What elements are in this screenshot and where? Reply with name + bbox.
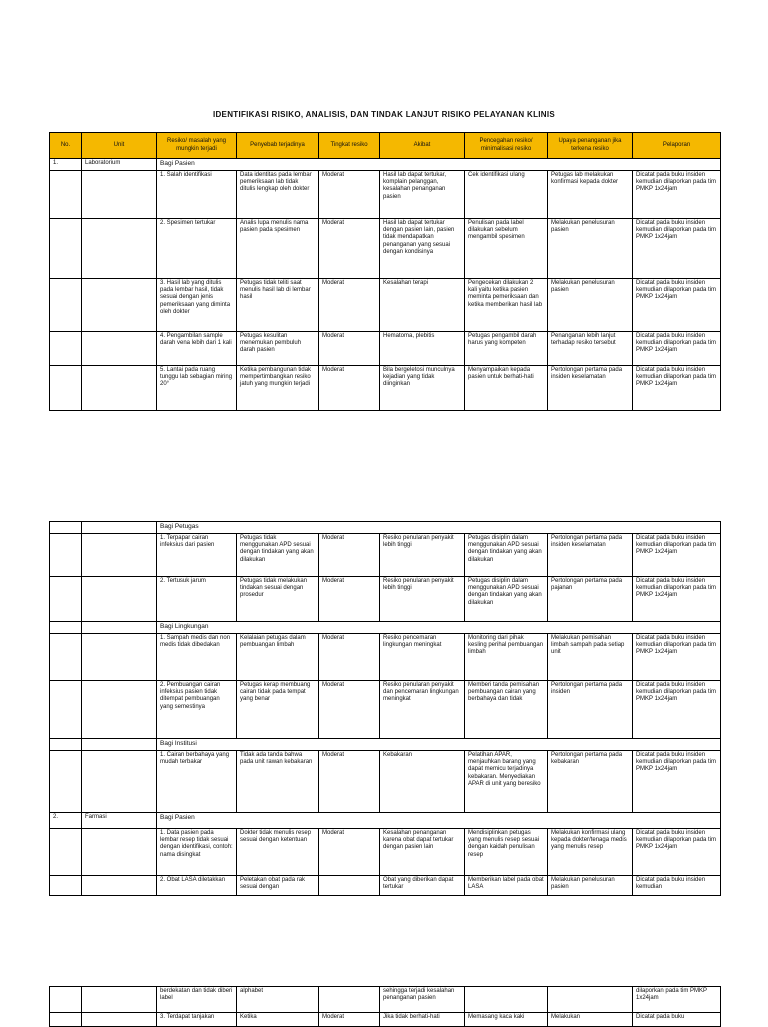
table-row	[50, 534, 721, 577]
empty-cell	[50, 534, 82, 577]
cause-cell: Dokter tidak menulis resep sesuai dengan ketentuan	[237, 829, 319, 876]
empty-cell	[50, 366, 82, 411]
level-cell: Moderat	[319, 332, 380, 366]
level-cell: Moderat	[319, 171, 380, 219]
effect-cell: Obat yang diberikan dapat tertukar	[380, 876, 465, 896]
empty-cell	[50, 634, 82, 681]
handling-cell: Melakukan penelusuran pasien	[548, 279, 633, 332]
section-label: Bagi Pasien	[157, 159, 721, 171]
handling-cell: Pertolongan pertama pada insiden keselamatan	[548, 534, 633, 577]
effect-cell: Hematoma, plebitis	[380, 332, 465, 366]
effect-cell: Kesalahan penanganan karena obat dapat tertukar dengan pasien lain	[380, 829, 465, 876]
reporting-cell: Dicatat pada buku insiden kemudian dilaporkan pada tim PMKP 1x24jam	[633, 171, 721, 219]
table-row	[50, 366, 721, 411]
reporting-cell: dilaporkan pada tim PMKP 1x24jam	[633, 987, 721, 1013]
reporting-cell: Dicatat pada buku	[633, 1013, 721, 1027]
section-row	[50, 813, 721, 829]
cause-cell: Analis lupa menulis nama pasien pada spesimen	[237, 219, 319, 279]
table-row	[50, 634, 721, 681]
cause-cell: Petugas tidak menggunakan APD sesuai dengan tindakan yang akan dilakukan	[237, 534, 319, 577]
table-row	[50, 577, 721, 622]
header-cause: Penyebab terjadinya	[237, 133, 319, 159]
table-row	[50, 829, 721, 876]
risk-cell: 1. Data pasien pada lembar resep tidak sesuai dengan identifikasi, contoh: nama disingkat	[157, 829, 237, 876]
effect-cell: sehingga terjadi kesalahan penanganan pasien	[380, 987, 465, 1013]
empty-cell	[50, 876, 82, 896]
empty-cell	[82, 829, 157, 876]
handling-cell: Melakukan penelusuran pasien	[548, 876, 633, 896]
table-row	[50, 876, 721, 896]
empty-cell	[82, 332, 157, 366]
risk-cell: berdekatan dan tidak diberi label	[157, 987, 237, 1013]
empty-cell	[82, 751, 157, 813]
prevention-cell: Penulisan pada label dilakukan sebelum mengambil spesimen	[465, 219, 548, 279]
row-number: 1.	[50, 159, 82, 171]
table-row	[50, 1013, 721, 1027]
empty-cell	[50, 577, 82, 622]
document-title: IDENTIFIKASI RISIKO, ANALISIS, DAN TINDAK LANJUT RISIKO PELAYANAN KLINIS	[212, 110, 556, 119]
section-label: Bagi Institusi	[157, 739, 721, 751]
handling-cell: Melakukan penelusuran pasien	[548, 219, 633, 279]
table-row	[50, 681, 721, 739]
section-label: Bagi Lingkungan	[157, 622, 721, 634]
level-cell: Moderat	[319, 279, 380, 332]
empty-cell	[82, 1013, 157, 1027]
empty-cell	[50, 332, 82, 366]
section-label: Bagi Pasien	[157, 813, 721, 829]
prevention-cell: Petugas disiplin dalam menggunakan APD sesuai dengan tindakan yang akan dilakukan	[465, 577, 548, 622]
prevention-cell	[465, 987, 548, 1013]
prevention-cell: Memberikan label pada obat LASA	[465, 876, 548, 896]
level-cell	[319, 876, 380, 896]
prevention-cell: Cek identifikasi ulang	[465, 171, 548, 219]
header-prevention: Pencegahan resiko/ minimalisasi resiko	[465, 133, 548, 159]
handling-cell: Melakukan konfirmasi ulang kepada dokter/tenaga medis yang menulis resep	[548, 829, 633, 876]
reporting-cell: Dicatat pada buku insiden kemudian dilaporkan pada tim PMKP 1x24jam	[633, 279, 721, 332]
effect-cell: Resiko penularan penyakit dan pencemaran lingkungan meningkat	[380, 681, 465, 739]
prevention-cell: Memberi tanda pemisahan pembuangan cairan yang berbahaya dan tidak	[465, 681, 548, 739]
risk-cell: 1. Terpapar cairan infeksius dari pasien	[157, 534, 237, 577]
reporting-cell: Dicatat pada buku insiden kemudian dilaporkan pada tim PMKP 1x24jam	[633, 534, 721, 577]
level-cell: Moderat	[319, 634, 380, 681]
reporting-cell: Dicatat pada buku insiden kemudian	[633, 876, 721, 896]
handling-cell	[548, 987, 633, 1013]
risk-cell: 2. Tertusuk jarum	[157, 577, 237, 622]
reporting-cell: Dicatat pada buku insiden kemudian dilaporkan pada tim PMKP 1x24jam	[633, 332, 721, 366]
section-row	[50, 159, 721, 171]
reporting-cell: Dicatat pada buku insiden kemudian dilaporkan pada tim PMKP 1x24jam	[633, 681, 721, 739]
risk-table-page-3	[49, 986, 721, 1027]
handling-cell: Pertolongan pertama pada insiden keselamatan	[548, 366, 633, 411]
empty-cell	[50, 219, 82, 279]
header-handling: Upaya penanganan jika terkena resiko	[548, 133, 633, 159]
table-row	[50, 332, 721, 366]
empty-cell	[82, 577, 157, 622]
effect-cell: Resiko pencemaran lingkungan meningkat	[380, 634, 465, 681]
header-unit: Unit	[82, 133, 157, 159]
empty-cell	[82, 279, 157, 332]
header-effect: Akibat	[380, 133, 465, 159]
section-label: Bagi Petugas	[157, 522, 721, 534]
level-cell: Moderat	[319, 577, 380, 622]
cause-cell: Petugas tidak melakukan tindakan sesuai dengan prosedur	[237, 577, 319, 622]
reporting-cell: Dicatat pada buku insiden kemudian dilaporkan pada tim PMKP 1x24jam	[633, 829, 721, 876]
handling-cell: Pertolongan pertama pada kebakaran	[548, 751, 633, 813]
empty-cell	[82, 522, 157, 534]
empty-cell	[82, 534, 157, 577]
reporting-cell: Dicatat pada buku insiden kemudian dilaporkan pada tim PMKP 1x24jam	[633, 751, 721, 813]
effect-cell: Resiko penularan penyakit lebih tinggi	[380, 577, 465, 622]
empty-cell	[50, 522, 82, 534]
prevention-cell: Memasang kaca kaki	[465, 1013, 548, 1027]
level-cell: Moderat	[319, 534, 380, 577]
reporting-cell: Dicatat pada buku insiden kemudian dilaporkan pada tim PMKP 1x24jam	[633, 366, 721, 411]
risk-cell: 1. Sampah medis dan non medis tidak dibedakan	[157, 634, 237, 681]
prevention-cell: Mendisiplinkan petugas yang menulis resep sesuai dengan kaidah penulisan resep	[465, 829, 548, 876]
risk-cell: 3. Hasil lab yang ditulis pada lembar hasil, tidak sesuai dengan jenis pemeriksaan yang diminta oleh dokter	[157, 279, 237, 332]
prevention-cell: Pengecekan dilakukan 2 kali yaitu ketika pasien meminta pemeriksaan dan ketika memberikan hasil lab	[465, 279, 548, 332]
empty-cell	[82, 987, 157, 1013]
risk-cell: 2. Obat LASA diletakkan	[157, 876, 237, 896]
risk-cell: 3. Terdapat tanjakan	[157, 1013, 237, 1027]
header-level: Tingkat resiko	[319, 133, 380, 159]
handling-cell: Penanganan lebih lanjut terhadap resiko tersebut	[548, 332, 633, 366]
effect-cell: Hasil lab dapat tertukar, komplain pelanggan, kesalahan penanganan pasien	[380, 171, 465, 219]
header-risk: Resiko/ masalah yang mungkin terjadi	[157, 133, 237, 159]
empty-cell	[50, 171, 82, 219]
header-reporting: Pelaporan	[633, 133, 721, 159]
section-row	[50, 622, 721, 634]
effect-cell: Kesalahan terapi	[380, 279, 465, 332]
handling-cell: Melakukan pemisahan limbah sampah pada setiap unit	[548, 634, 633, 681]
cause-cell: Tidak ada tanda bahwa pada unit rawan kebakaran	[237, 751, 319, 813]
empty-cell	[82, 681, 157, 739]
effect-cell: Hasil lab dapat tertukar dengan pasien lain, pasien tidak mendapatkan penanganan yang sesuai dengan kondisinya	[380, 219, 465, 279]
empty-cell	[82, 622, 157, 634]
cause-cell: Kelalaian petugas dalam pembuangan limbah	[237, 634, 319, 681]
effect-cell: Bila bergeletosi munculnya kejadian yang tidak diinginkan	[380, 366, 465, 411]
risk-cell: 4. Pengambilan sample darah vena lebih dari 1 kali	[157, 332, 237, 366]
empty-cell	[82, 171, 157, 219]
level-cell: Moderat	[319, 751, 380, 813]
table-row	[50, 219, 721, 279]
level-cell: Moderat	[319, 681, 380, 739]
cause-cell: Petugas tidak teliti saat menulis hasil lab di lembar hasil	[237, 279, 319, 332]
empty-cell	[50, 829, 82, 876]
table-row	[50, 987, 721, 1013]
level-cell: Moderat	[319, 366, 380, 411]
level-cell	[319, 987, 380, 1013]
risk-cell: 2. Pembuangan cairan infeksius pasien tidak ditempat pembuangan yang semestinya	[157, 681, 237, 739]
cause-cell: Peletakan obat pada rak sesuai dengan	[237, 876, 319, 896]
empty-cell	[82, 876, 157, 896]
risk-cell: 2. Spesimen tertukar	[157, 219, 237, 279]
risk-cell: 5. Lantai pada ruang tunggu lab sebagian miring 20°	[157, 366, 237, 411]
section-row	[50, 739, 721, 751]
cause-cell: Data identitas pada lembar pemeriksaan lab tidak ditulis lengkap oleh dokter	[237, 171, 319, 219]
table-header-row	[50, 133, 721, 159]
handling-cell: Petugas lab melakukan konfirmasi kepada dokter	[548, 171, 633, 219]
level-cell: Moderat	[319, 219, 380, 279]
empty-cell	[50, 751, 82, 813]
handling-cell: Pertolongan pertama pada pajanan	[548, 577, 633, 622]
effect-cell: Resiko penularan penyakit lebih tinggi	[380, 534, 465, 577]
empty-cell	[82, 634, 157, 681]
risk-table-page-1	[49, 132, 721, 411]
reporting-cell: Dicatat pada buku insiden kemudian dilaporkan pada tim PMKP 1x24jam	[633, 219, 721, 279]
prevention-cell: Petugas pengambil darah harus yang kompeten	[465, 332, 548, 366]
level-cell: Moderat	[319, 1013, 380, 1027]
section-row	[50, 522, 721, 534]
unit-name: Farmasi	[82, 813, 157, 829]
effect-cell: Kebakaran	[380, 751, 465, 813]
handling-cell: Melakukan	[548, 1013, 633, 1027]
cause-cell: Petugas kesulitan menemukan pembuluh darah pasien	[237, 332, 319, 366]
cause-cell: Petugas kerap membuang cairan tidak pada tempat yang benar	[237, 681, 319, 739]
header-no: No.	[50, 133, 82, 159]
risk-cell: 1. Cairan berbahaya yang mudah terbakar	[157, 751, 237, 813]
prevention-cell: Menyampaikan kepada pasien untuk berhati-hati	[465, 366, 548, 411]
handling-cell: Pertolongan pertama pada insiden	[548, 681, 633, 739]
row-number: 2.	[50, 813, 82, 829]
risk-cell: 1. Salah identifikasi	[157, 171, 237, 219]
unit-name: Laboratorium	[82, 159, 157, 171]
effect-cell: Jika tidak berhati-hati	[380, 1013, 465, 1027]
empty-cell	[50, 1013, 82, 1027]
empty-cell	[50, 279, 82, 332]
cause-cell: Ketika pembangunan tidak mempertimbangkan resiko jatuh yang mungkin terjadi	[237, 366, 319, 411]
empty-cell	[50, 987, 82, 1013]
empty-cell	[82, 366, 157, 411]
prevention-cell: Monitoring dari pihak kesling perihal pembuangan limbah	[465, 634, 548, 681]
prevention-cell: Pelatihan APAR, menjauhkan barang yang dapat memicu terjadinya kebakaran. Menyediakan APAR di unit yang beresiko	[465, 751, 548, 813]
cause-cell: Ketika	[237, 1013, 319, 1027]
empty-cell	[50, 739, 82, 751]
level-cell: Moderat	[319, 829, 380, 876]
risk-table-page-2	[49, 521, 721, 896]
cause-cell: alphabet	[237, 987, 319, 1013]
empty-cell	[82, 739, 157, 751]
prevention-cell: Petugas disiplin dalam menggunakan APD sesuai dengan tindakan yang akan dilakukan	[465, 534, 548, 577]
empty-cell	[50, 622, 82, 634]
reporting-cell: Dicatat pada buku insiden kemudian dilaporkan pada tim PMKP 1x24jam	[633, 577, 721, 622]
table-row	[50, 279, 721, 332]
empty-cell	[50, 681, 82, 739]
empty-cell	[82, 219, 157, 279]
table-row	[50, 751, 721, 813]
reporting-cell: Dicatat pada buku insiden kemudian dilaporkan pada tim PMKP 1x24jam	[633, 634, 721, 681]
table-row	[50, 171, 721, 219]
